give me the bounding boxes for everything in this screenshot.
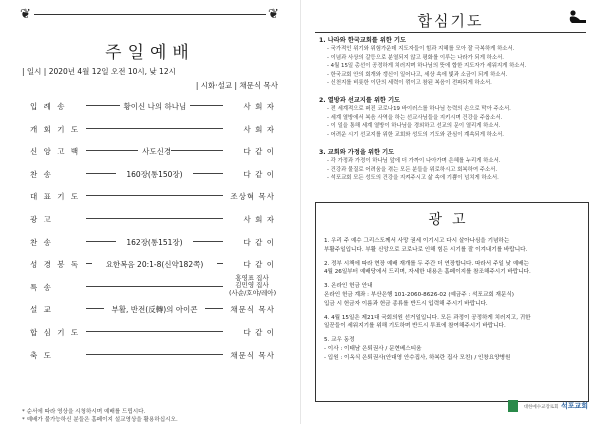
officiant: | 시화·설교 | 채문식 목사 (195, 81, 278, 90)
order-detail: 162장(통151장) (126, 237, 183, 247)
announcement-line: 2. 정부 시책에 따라 현장 예배 재개를 두 주간 더 연장합니다. 따라서 주일 낮 예배는 (324, 260, 529, 267)
announcement-item (324, 314, 582, 332)
order-leader: 사 회 자 (243, 214, 275, 224)
order-row (30, 343, 275, 366)
leader-line (86, 195, 223, 196)
order-row (30, 207, 275, 230)
announcement-line: 4. 4월 15일은 제21대 국회의원 선거일입니다. 모든 과정이 공정하게 치러지고, 귀한 (324, 314, 531, 321)
leader-line (193, 241, 223, 242)
leader-line (86, 128, 223, 129)
order-label: 설 교 (30, 305, 53, 315)
prayer-item: - 신천지를 비롯한 이단의 세력이 꺾이고 참된 복음이 전파되게 하소서. (327, 80, 492, 86)
order-row (30, 184, 275, 207)
announcement-line: 일꾼들이 세워지기를 위해 기도하며 반드시 투표에 참여해주시기 바랍니다. (324, 323, 506, 330)
prayer-item: - 건강과 물질로 어려움을 겪는 모든 분들을 위로하시고 회복하여 주소서. (327, 166, 498, 173)
announcement-line: 3. 온라인 헌금 안내 (324, 283, 373, 290)
order-leader: 채문식 목사 (230, 350, 275, 360)
church-name: 석포교회 (560, 402, 588, 410)
prayer-title: 합심기도 (417, 12, 484, 30)
order-leader: 다 같 이 (243, 260, 275, 270)
leader-line (86, 308, 104, 309)
leader-line (86, 105, 120, 106)
section-heading: 3. 교회와 가정을 위한 기도 (319, 149, 395, 156)
leader-line (217, 263, 223, 264)
order-leader-line: 김민영 집사 (235, 281, 269, 290)
order-label: 특 송 (30, 282, 53, 292)
order-leader: 다 같 이 (243, 169, 275, 179)
leader-line (86, 173, 116, 174)
leader-line (205, 308, 223, 309)
order-row (30, 139, 275, 162)
prayer-item: - 한국교회 안의 회개와 갱신이 일어나고, 세상 속에 빛과 소금이 되게 하소서. (327, 71, 508, 78)
leader-line (171, 150, 223, 151)
order-label: 합 심 기 도 (30, 327, 81, 337)
order-leader-line: (사순/호야/레아) (229, 288, 277, 297)
announcement-line: 온라인 헌금 계좌 : 부산은행 101-2060-8626-02 (예금주 : 석포교회 재문식) (324, 291, 514, 298)
prayer-item: - 이 일을 통해 세계 열방이 하나님을 경외하고 선교의 문이 열리게 하소서. (327, 123, 501, 129)
order-label: 대 표 기 도 (30, 192, 81, 202)
announcement-line: - 이사 : 이태남 은퇴권사 / 문현베스티움 (324, 345, 422, 352)
top-rule (34, 14, 266, 15)
announcement-item (324, 260, 582, 278)
order-label: 입 례 송 (30, 102, 67, 111)
praying-person-icon (566, 8, 588, 26)
order-detail: 160장(통150장) (126, 169, 183, 179)
order-label: 신 앙 고 백 (30, 147, 81, 157)
leader-line (86, 286, 223, 287)
prayer-announcement-page (301, 0, 600, 424)
order-row (30, 297, 275, 320)
order-detail: 황이신 나의 하나님 (123, 102, 187, 111)
announcements-box (315, 202, 589, 402)
order-leader: 사 회 자 (243, 102, 275, 111)
prayer-item: - 4월 15일 총선이 공정하게 치러지며 하나님의 뜻에 합한 지도자가 세워지게 하소서. (327, 63, 527, 69)
order-label: 찬 송 (30, 237, 53, 247)
leader-line (86, 263, 92, 264)
prayer-item: - 석포교회 모든 성도의 건강을 지켜주시고 삶 속에 기쁨이 넘치게 하소서. (327, 175, 499, 181)
church-emblem-icon (508, 400, 518, 412)
leader-line (86, 241, 116, 242)
service-datetime: | 일시 | 2020년 4월 12일 오전 10시, 낮 12시 (22, 67, 176, 76)
announcements-title: 광고 (428, 212, 476, 228)
order-leader: 다 같 이 (243, 237, 275, 247)
leader-line (86, 218, 223, 219)
order-label: 광 고 (30, 214, 53, 224)
notes (22, 408, 178, 424)
announcements-body (324, 237, 582, 368)
announcement-line: 부활주일입니다. 부활 신앙으로 코로나로 인해 힘든 시기를 잘 이겨내기를 바랍니다. (324, 246, 528, 253)
leader-line (86, 354, 223, 355)
order-row (30, 252, 275, 275)
order-row (30, 162, 275, 185)
leader-line (86, 331, 223, 332)
church-prefix: 대한예수교장로회 (523, 405, 559, 410)
section-heading: 1. 나라와 한국교회를 위한 기도 (319, 37, 406, 44)
church-logo (508, 400, 588, 412)
order-row (30, 117, 275, 140)
note-line: * 순서에 따라 영상을 시청하시며 예배를 드립시다. (22, 409, 146, 415)
order-detail: 부활, 반전(反轉)의 아이콘 (111, 305, 198, 315)
order-leader: 채문식 목사 (230, 305, 275, 315)
announcement-line: 5. 교우 동정 (324, 337, 355, 344)
announcement-line: 1. 우리 주 예수 그리스도께서 사망 권세 이기시고 다시 살아나심을 기념하는 (324, 238, 510, 244)
announcement-item (324, 237, 582, 255)
order-leader: 조상혁 목사 (230, 192, 275, 202)
note-line: * 예배가 불가능하신 분들은 홈페이지 설교영상을 활용하십시오. (22, 417, 178, 423)
prayer-item: - 세계 열방에서 복음 사역을 하는 선교사님들을 지키시며 건강을 주옵소서. (327, 114, 503, 121)
prayer-item: - 전 세계적으로 퍼진 코로나19 바이러스를 하나님 능력의 손으로 막아 주소서. (327, 106, 511, 112)
order-detail: 요한복음 20:1-8(신약182쪽) (105, 260, 204, 270)
leader-line (190, 105, 224, 106)
title-rule (315, 32, 586, 33)
order-leader-line: 홍영표 집사 (235, 273, 269, 282)
order-row (30, 94, 275, 117)
announcement-item (324, 282, 582, 308)
order-row (30, 320, 275, 343)
announcement-line: 4월 26일부터 예배당에서 드리며, 자세한 내용은 홈페이지를 참조해주시기 바랍니다. (324, 269, 531, 276)
order-leader: 사 회 자 (243, 124, 275, 134)
announcement-line: - 입원 : 이옥식 은퇴권사(안대영 안수집사, 하복란 집사 모친) / 인창요양병원 (324, 354, 511, 361)
order-row (30, 275, 275, 298)
ornament-icon: ❦ (268, 7, 279, 22)
order-label: 성 경 봉 독 (30, 260, 81, 270)
leader-line (86, 150, 138, 151)
prayer-section (319, 148, 589, 183)
order-leader: 다 같 이 (243, 147, 275, 157)
order-detail: 사도신경 (142, 147, 172, 157)
leader-line (193, 173, 223, 174)
order-label: 찬 송 (30, 169, 53, 179)
order-leader: 다 같 이 (243, 327, 275, 337)
page-title: 주일예배 (105, 43, 195, 63)
prayer-section (319, 36, 589, 88)
prayer-item: - 이념과 사상의 갈등으로 분열되지 않고 평화를 이루는 나라가 되게 하소서. (327, 54, 505, 61)
announcement-item (324, 336, 582, 362)
order-leader (229, 275, 275, 298)
prayer-section (319, 96, 589, 139)
section-heading: 2. 열방과 선교지를 위한 기도 (319, 97, 401, 104)
order-row (30, 230, 275, 253)
ornament-icon: ❦ (20, 7, 31, 22)
order-label: 개 회 기 도 (30, 124, 81, 134)
order-label: 축 도 (30, 350, 53, 360)
prayer-item: - 각 가정과 가정이 하나님 앞에 더 가까이 나아가며 은혜를 누리게 하소서. (327, 158, 501, 164)
prayer-item: - 어려운 시기 선교지를 위한 교회와 성도의 기도와 관심이 계속되게 하소서. (327, 131, 505, 138)
announcement-line: 입금 시 헌금자 이름과 헌금 종류를 반드시 입력해 주시기 바랍니다. (324, 300, 488, 307)
prayer-item: - 국가적인 위기와 위험가운데 지도자들이 힘과 지혜를 모아 잘 극복하게 하소서. (327, 46, 515, 52)
order-list (30, 94, 275, 365)
